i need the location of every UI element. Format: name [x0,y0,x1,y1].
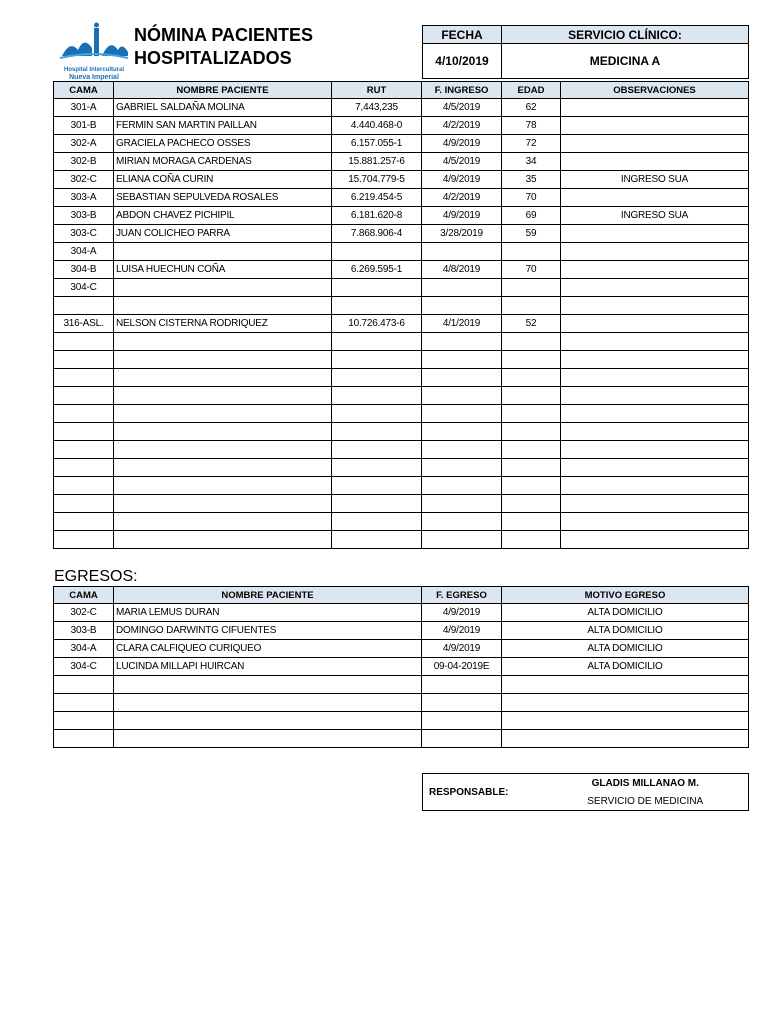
table-row [54,531,749,549]
table-cell: 4/9/2019 [422,135,502,153]
table-cell [502,243,561,261]
patients-table [53,81,749,549]
table-cell: 72 [502,135,561,153]
table-cell [422,676,502,694]
column-header: CAMA [54,587,114,604]
table-row [54,730,749,748]
table-cell [332,369,422,387]
table-cell [332,387,422,405]
table-cell: 303-B [54,622,114,640]
egresos-table [53,586,749,748]
table-cell: 6.181.620-8 [332,207,422,225]
table-cell [561,405,749,423]
table-row [54,640,749,658]
table-cell [422,712,502,730]
table-cell: 4/5/2019 [422,153,502,171]
table-cell [54,459,114,477]
logo-text-line1: Hospital Intercultural [63,67,124,73]
table-cell: ALTA DOMICILIO [502,640,749,658]
table-cell [502,459,561,477]
table-cell: 34 [502,153,561,171]
table-cell [54,441,114,459]
table-cell: 59 [502,225,561,243]
table-cell [332,333,422,351]
table-cell [114,459,332,477]
table-cell [561,279,749,297]
patients-header-row [54,82,749,99]
page-title-line2: HOSPITALIZADOS [134,48,292,68]
table-cell [114,243,332,261]
table-cell [561,189,749,207]
table-row [54,622,749,640]
table-row [54,243,749,261]
table-cell: 10.726.473-6 [332,315,422,333]
table-cell [114,279,332,297]
table-row [54,117,749,135]
table-cell: 4/8/2019 [422,261,502,279]
table-cell [332,441,422,459]
table-cell [561,243,749,261]
table-cell [54,405,114,423]
table-cell: INGRESO SUA [561,207,749,225]
table-cell: ALTA DOMICILIO [502,658,749,676]
table-cell: 302-B [54,153,114,171]
table-cell [114,297,332,315]
table-cell [332,297,422,315]
table-cell [502,694,749,712]
egresos-title: EGRESOS: [54,568,138,585]
table-row [54,477,749,495]
table-cell [114,441,332,459]
table-cell [54,369,114,387]
table-row [54,369,749,387]
table-cell [561,297,749,315]
table-cell [561,441,749,459]
table-cell [561,351,749,369]
table-cell [422,513,502,531]
responsable-name: GLADIS MILLANAO M. [591,777,699,789]
table-cell [502,387,561,405]
table-cell [422,369,502,387]
table-cell [114,730,422,748]
table-cell [54,712,114,730]
table-cell: 4/9/2019 [422,171,502,189]
table-row [54,423,749,441]
table-cell: ALTA DOMICILIO [502,604,749,622]
table-row [54,153,749,171]
table-cell: 303-A [54,189,114,207]
table-cell: ELIANA COÑA CURIN [114,171,332,189]
table-cell: GRACIELA PACHECO OSSES [114,135,332,153]
table-cell: 15.881.257-6 [332,153,422,171]
table-cell: 4/5/2019 [422,99,502,117]
table-cell [502,423,561,441]
table-cell [114,495,332,513]
table-cell [422,495,502,513]
table-row [54,171,749,189]
table-cell [54,730,114,748]
table-row [54,207,749,225]
table-cell: 301-B [54,117,114,135]
table-cell: 4/9/2019 [422,622,502,640]
table-cell [54,477,114,495]
table-row [54,261,749,279]
table-cell [561,513,749,531]
table-row [54,712,749,730]
column-header: NOMBRE PACIENTE [114,82,332,99]
responsable-box [422,773,749,811]
table-cell [114,369,332,387]
table-cell [561,135,749,153]
table-cell [54,531,114,549]
table-cell: 52 [502,315,561,333]
table-cell [422,279,502,297]
table-cell: 7,443,235 [332,99,422,117]
table-cell [422,243,502,261]
table-cell: 6.219.454-5 [332,189,422,207]
table-cell [114,423,332,441]
table-cell [114,477,332,495]
table-row [54,405,749,423]
table-row [54,658,749,676]
table-cell [54,694,114,712]
table-row [54,351,749,369]
fecha-value: 4/10/2019 [423,44,502,79]
table-cell [114,333,332,351]
table-cell [561,225,749,243]
table-cell [561,153,749,171]
table-cell [332,279,422,297]
table-row [54,297,749,315]
table-cell: 35 [502,171,561,189]
table-row [54,333,749,351]
fecha-label: FECHA [423,26,502,44]
column-header: F. INGRESO [422,82,502,99]
table-cell: SEBASTIAN SEPULVEDA ROSALES [114,189,332,207]
table-row [54,225,749,243]
table-cell [114,676,422,694]
table-row [54,315,749,333]
table-row [54,694,749,712]
table-cell [54,297,114,315]
table-cell: 69 [502,207,561,225]
header-info-table [422,25,749,79]
table-cell [332,459,422,477]
table-cell [422,405,502,423]
table-row [54,459,749,477]
table-cell [502,297,561,315]
column-header: OBSERVACIONES [561,82,749,99]
table-cell [502,441,561,459]
table-cell [114,531,332,549]
table-cell [332,513,422,531]
table-cell [332,243,422,261]
table-cell: 4/1/2019 [422,315,502,333]
table-cell: MIRIAN MORAGA CARDENAS [114,153,332,171]
table-cell [502,279,561,297]
table-cell [332,477,422,495]
egresos-header-row [54,587,749,604]
table-row [54,441,749,459]
table-cell [54,513,114,531]
table-cell [502,369,561,387]
table-row [54,135,749,153]
servicio-value: MEDICINA A [502,44,749,79]
table-row [54,189,749,207]
table-row [54,279,749,297]
table-cell [114,387,332,405]
table-cell [422,297,502,315]
table-cell: LUISA HUECHUN COÑA [114,261,332,279]
table-cell [422,333,502,351]
table-cell: DOMINGO DARWINTG CIFUENTES [114,622,422,640]
table-cell: 4.440.468-0 [332,117,422,135]
table-cell: 304-C [54,279,114,297]
table-cell: 6.157.055-1 [332,135,422,153]
responsable-service: SERVICIO DE MEDICINA [587,795,704,807]
table-cell [502,531,561,549]
table-cell: 70 [502,261,561,279]
table-cell [422,531,502,549]
table-cell [502,495,561,513]
table-cell [561,333,749,351]
table-cell: 302-C [54,604,114,622]
table-cell [561,387,749,405]
table-cell [561,495,749,513]
servicio-label: SERVICIO CLÍNICO: [502,26,749,44]
table-cell: ABDON CHAVEZ PICHIPIL [114,207,332,225]
table-cell [332,405,422,423]
hospital-logo [58,22,130,80]
table-cell [422,477,502,495]
table-cell: 4/2/2019 [422,117,502,135]
table-cell: CLARA CALFIQUEO CURIQUEO [114,640,422,658]
table-cell [502,513,561,531]
column-header: F. EGRESO [422,587,502,604]
table-cell [561,261,749,279]
table-cell [561,459,749,477]
logo-text-line2: Nueva Imperial [69,74,119,81]
table-cell [332,531,422,549]
table-cell: INGRESO SUA [561,171,749,189]
table-cell [561,117,749,135]
column-header: EDAD [502,82,561,99]
table-cell: 3/28/2019 [422,225,502,243]
table-cell [332,423,422,441]
table-cell [561,99,749,117]
column-header: RUT [332,82,422,99]
table-cell [54,423,114,441]
table-cell [422,730,502,748]
table-cell: NELSON CISTERNA RODRIQUEZ [114,315,332,333]
table-cell: 78 [502,117,561,135]
table-cell: 70 [502,189,561,207]
table-cell [114,405,332,423]
table-cell [502,405,561,423]
column-header: NOMBRE PACIENTE [114,587,422,604]
table-cell: FERMIN SAN MARTIN PAILLAN [114,117,332,135]
table-cell: 302-C [54,171,114,189]
table-cell: 304-A [54,243,114,261]
page-title-line1: NÓMINA PACIENTES [134,25,314,45]
table-cell: 303-B [54,207,114,225]
table-cell [561,531,749,549]
table-cell: 62 [502,99,561,117]
table-cell [114,712,422,730]
table-cell: LUCINDA MILLAPI HUIRCAN [114,658,422,676]
table-cell [561,477,749,495]
table-cell [502,477,561,495]
table-cell: 4/9/2019 [422,640,502,658]
table-cell [502,730,749,748]
column-header: CAMA [54,82,114,99]
table-cell [332,495,422,513]
table-cell [54,351,114,369]
table-cell: ALTA DOMICILIO [502,622,749,640]
responsable-label: RESPONSABLE: [429,786,509,798]
table-cell [422,351,502,369]
table-cell [54,676,114,694]
table-cell: 304-A [54,640,114,658]
table-cell [422,694,502,712]
table-cell [114,351,332,369]
table-cell [54,387,114,405]
table-cell [561,423,749,441]
table-cell: 7.868.906-4 [332,225,422,243]
table-cell: 4/9/2019 [422,207,502,225]
column-header: MOTIVO EGRESO [502,587,749,604]
table-cell [114,694,422,712]
table-cell: 09-04-2019E [422,658,502,676]
table-cell [422,459,502,477]
table-cell: 301-A [54,99,114,117]
table-row [54,513,749,531]
table-row [54,387,749,405]
table-cell [561,315,749,333]
table-cell: 304-B [54,261,114,279]
table-cell: MARIA LEMUS DURAN [114,604,422,622]
table-cell: 4/9/2019 [422,604,502,622]
table-cell [502,676,749,694]
table-row [54,99,749,117]
table-cell [54,333,114,351]
table-cell [332,351,422,369]
table-cell [422,441,502,459]
table-cell: 302-A [54,135,114,153]
table-cell [54,495,114,513]
table-cell [502,712,749,730]
table-cell: 304-C [54,658,114,676]
table-cell [561,369,749,387]
table-cell: GABRIEL SALDAÑA MOLINA [114,99,332,117]
table-cell [422,387,502,405]
table-cell: 4/2/2019 [422,189,502,207]
table-cell: JUAN COLICHEO PARRA [114,225,332,243]
table-cell [422,423,502,441]
table-cell: 303-C [54,225,114,243]
hospital-logo-icon [58,22,130,62]
table-row [54,604,749,622]
table-cell: 15.704.779-5 [332,171,422,189]
table-cell: 6.269.595-1 [332,261,422,279]
table-cell [502,333,561,351]
table-cell: 316-ASL. [54,315,114,333]
table-row [54,495,749,513]
table-row [54,676,749,694]
table-cell [114,513,332,531]
table-cell [502,351,561,369]
